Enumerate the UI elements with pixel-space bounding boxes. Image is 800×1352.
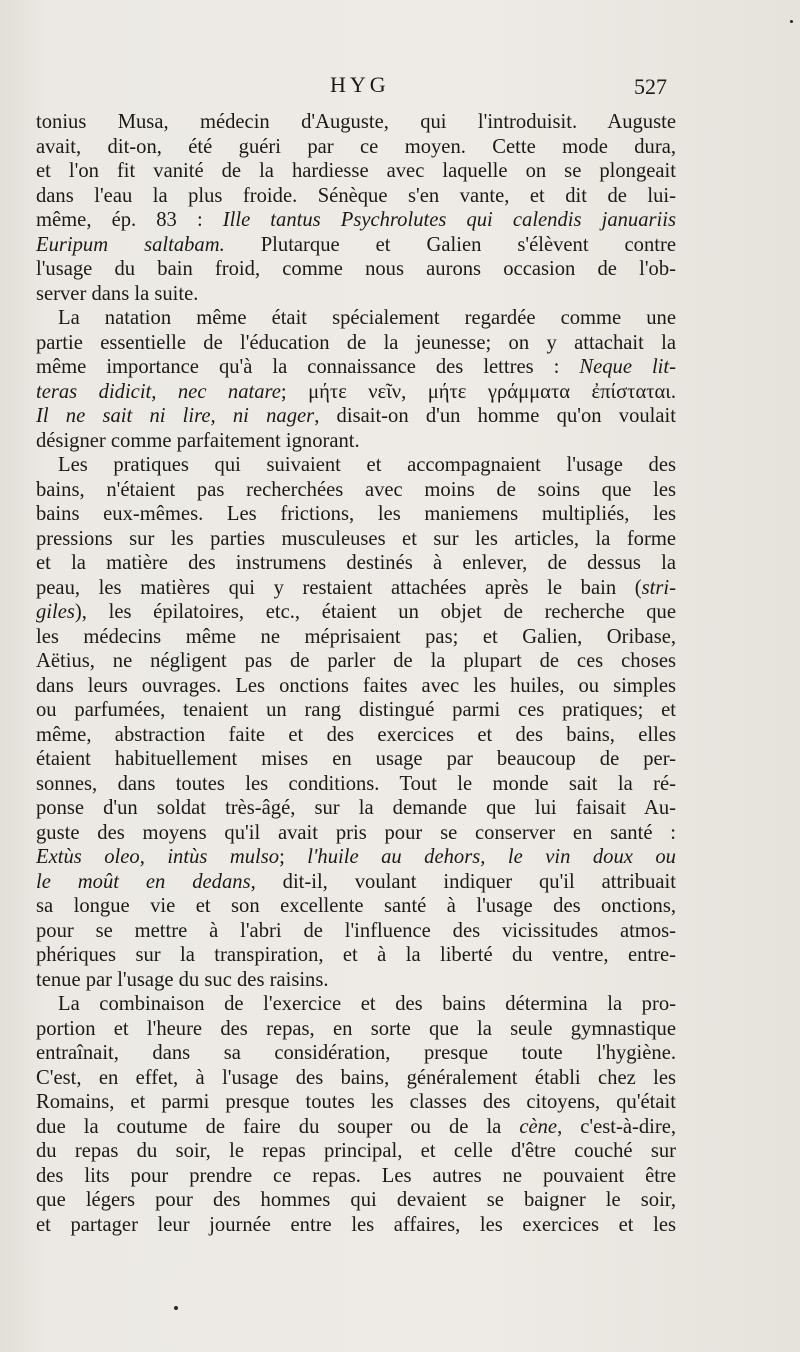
text-segment: ; μήτε νεῖν, μήτε γράμματα ἐπίσταται. bbox=[280, 380, 676, 403]
italic-segment: teras didicit, nec natare bbox=[36, 380, 281, 403]
text-line: l'usage du bain froid, comme nous aurons occasion de l'ob- bbox=[36, 258, 676, 280]
italic-segment: Euripum saltabam. bbox=[36, 233, 225, 256]
text-line: guste des moyens qu'il avait pris pour se conserver en santé : bbox=[36, 821, 676, 844]
text-segment: même importance qu'à la connaissance des lettres : bbox=[36, 356, 580, 378]
ink-speck bbox=[790, 20, 793, 23]
italic-segment: Ille tantus Psychrolutes qui calendis januariis bbox=[222, 209, 676, 231]
page-header bbox=[0, 72, 800, 106]
text-line bbox=[36, 380, 676, 405]
text-line: tonius Musa, médecin d'Auguste, qui l'introduisit. Auguste bbox=[36, 111, 676, 133]
text-line: même, abstraction faite et des exercices et des bains, elles bbox=[36, 723, 676, 746]
running-head: HYG bbox=[330, 72, 390, 97]
text-line: les médecins même ne méprisaient pas; et Galien, Oribase, bbox=[36, 625, 676, 648]
text-line: des lits pour prendre ce repas. Les autres ne pouvaient être bbox=[36, 1164, 676, 1187]
text-line bbox=[36, 870, 676, 895]
text-line bbox=[36, 845, 676, 870]
text-line: partie essentielle de l'éducation de la jeunesse; on y attachait la bbox=[36, 331, 676, 354]
text-segment: même, ép. 83 : bbox=[36, 209, 223, 231]
text-line bbox=[36, 1115, 676, 1140]
page-number: 527 bbox=[634, 74, 667, 99]
text-line: server dans la suite. bbox=[36, 282, 199, 305]
text-line bbox=[36, 355, 676, 380]
text-segment: , c'est-à-dire, bbox=[557, 1115, 677, 1138]
text-line: du repas du soir, le repas principal, et celle d'être couché sur bbox=[36, 1140, 676, 1162]
text-line: sonnes, dans toutes les conditions. Tout le monde sait la ré- bbox=[36, 772, 676, 795]
text-line: portion et l'heure des repas, en sorte que la seule gymnastique bbox=[36, 1017, 676, 1040]
text-line: Romains, et parmi presque toutes les classes des citoyens, qu'était bbox=[36, 1091, 676, 1113]
text-line: avait, dit-on, été guéri par ce moyen. Cette mode dura, bbox=[36, 135, 676, 158]
text-line: entraînait, dans sa considération, presque toute l'hygiène. bbox=[36, 1042, 676, 1064]
italic-segment: Il ne sait ni lire, ni nager bbox=[36, 405, 315, 427]
text-line: sa longue vie et son excellente santé à l'usage des onctions, bbox=[36, 895, 676, 917]
text-line: dans l'eau la plus froide. Sénèque s'en vante, et dit de lui- bbox=[36, 184, 676, 207]
italic-segment: cène bbox=[519, 1115, 558, 1138]
text-line bbox=[36, 404, 676, 429]
text-line: Les pratiques qui suivaient et accompagnaient l'usage des bbox=[58, 454, 676, 476]
text-segment: peau, les matières qui y restaient attachées après le bain ( bbox=[36, 576, 642, 599]
text-line: pressions sur les parties musculeuses et sur les articles, la forme bbox=[36, 527, 676, 550]
text-line: et partager leur journée entre les affaires, les exercices et les bbox=[36, 1213, 676, 1236]
italic-segment: le moût en dedans bbox=[36, 870, 251, 893]
text-segment: , disait-on d'un homme qu'on voulait bbox=[314, 405, 676, 427]
text-segment: ; bbox=[279, 846, 308, 868]
italic-segment: stri- bbox=[641, 576, 676, 599]
text-line: Aëtius, ne négligent pas de parler de la plupart de ces choses bbox=[36, 650, 676, 672]
italic-segment: giles bbox=[36, 601, 75, 623]
text-line: que légers pour des hommes qui devaient se baigner le soir, bbox=[36, 1189, 676, 1211]
text-line: ponse d'un soldat très-âgé, sur la demande que lui faisait Au- bbox=[36, 797, 676, 819]
text-segment: due la coutume de faire du souper ou de la bbox=[36, 1115, 520, 1138]
text-line: étaient habituellement mises en usage par beaucoup de per- bbox=[36, 748, 676, 770]
text-line: La natation même était spécialement regardée comme une bbox=[58, 307, 676, 329]
text-line: pour se mettre à l'abri de l'influence des vicissitudes atmos- bbox=[36, 919, 676, 942]
text-line bbox=[36, 233, 676, 258]
text-line: et l'on fit vanité de la hardiesse avec laquelle on se plongeait bbox=[36, 160, 676, 182]
text-line: phériques sur la transpiration, et à la liberté du ventre, entre- bbox=[36, 944, 676, 966]
text-line: C'est, en effet, à l'usage des bains, généralement établi chez les bbox=[36, 1066, 676, 1089]
text-segment: ), les épilatoires, etc., étaient un objet de recherche que bbox=[74, 601, 676, 623]
text-line bbox=[36, 600, 676, 625]
body-text bbox=[36, 110, 676, 1237]
text-line: et la matière des instrumens destinés à enlever, de dessus la bbox=[36, 552, 676, 574]
text-line: bains, n'étaient pas recherchées avec moins de soins que les bbox=[36, 478, 676, 501]
text-line: bains eux-mêmes. Les frictions, les maniemens multipliés, les bbox=[36, 503, 676, 525]
text-segment: Plutarque et Galien s'élèvent contre bbox=[224, 233, 676, 256]
text-line: La combinaison de l'exercice et des bains détermina la pro- bbox=[58, 993, 676, 1015]
text-line bbox=[36, 576, 676, 601]
italic-segment: Extùs oleo, intùs mulso bbox=[36, 846, 280, 868]
text-line: désigner comme parfaitement ignorant. bbox=[36, 429, 360, 452]
ink-speck bbox=[174, 1306, 178, 1310]
italic-segment: l'huile au dehors, le vin doux ou bbox=[307, 846, 676, 868]
text-line: ou parfumées, tenaient un rang distingué parmi ces pratiques; et bbox=[36, 699, 676, 721]
text-segment: , dit-il, voulant indiquer qu'il attribuait bbox=[250, 870, 676, 893]
text-line bbox=[36, 208, 676, 233]
text-line: tenue par l'usage du suc des raisins. bbox=[36, 968, 329, 991]
text-line: dans leurs ouvrages. Les onctions faites avec les huiles, ou simples bbox=[36, 674, 676, 697]
italic-segment: Neque lit- bbox=[579, 356, 676, 378]
